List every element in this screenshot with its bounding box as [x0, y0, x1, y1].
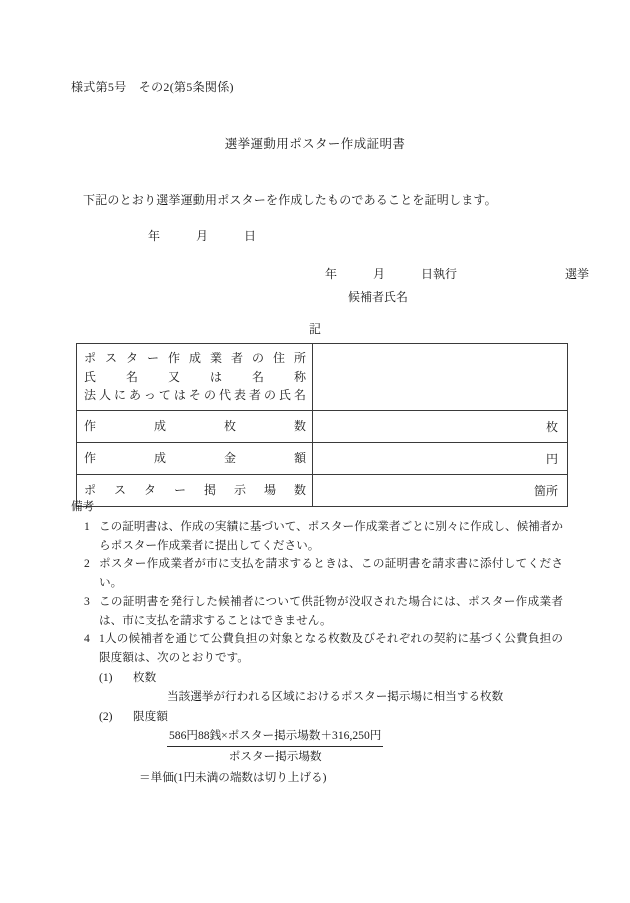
sub-item-limit [71, 708, 563, 727]
sub-item-label: 枚数 [133, 671, 157, 685]
label-line-amount: 作成金額 [84, 450, 306, 465]
note-number: 4 [84, 632, 90, 646]
limit-formula [99, 727, 563, 787]
row-label-quantity [77, 410, 313, 442]
note-item [71, 518, 563, 556]
row-unit-amount[interactable]: 円 [313, 442, 568, 474]
row-unit-boards[interactable]: 箇所 [313, 474, 568, 506]
sub-item-label: 限度額 [133, 709, 168, 723]
form-number: 様式第5号 その2(第5条関係) [71, 80, 234, 94]
sub-item-number: (1) [99, 671, 113, 685]
table-row [77, 344, 568, 411]
formula-result: ＝単価(1円未満の端数は切り上げる) [139, 770, 327, 784]
label-line-quantity: 作成枚数 [84, 418, 306, 433]
fraction-numerator: 586円88銭×ポスター掲示場数＋316,250円 [167, 727, 383, 746]
row-label-contractor [77, 344, 313, 411]
lead-paragraph: 下記のとおり選挙運動用ポスターを作成したものであることを証明します。 [83, 193, 497, 207]
date-line-left: 年 月 日 [148, 229, 257, 243]
sub-item-quantity [71, 669, 563, 688]
note-number: 2 [84, 557, 90, 571]
label-line-representative: 法人にあってはその代表者の氏名 [84, 388, 306, 403]
note-text: この証明書は、作成の実績に基づいて、ポスター作成業者ごとに別々に作成し、候補者からポスター作成業者に提出してください。 [99, 519, 563, 552]
notes-heading: 備考 [71, 500, 95, 513]
note-text: この証明書を発行した候補者について供託物が没収された場合には、ポスター作成業者は、市に支払を請求することはできません。 [99, 594, 563, 627]
fraction [167, 727, 383, 765]
note-item [71, 593, 563, 631]
sub-item-quantity-body-wrap [71, 688, 563, 707]
table-row [77, 442, 568, 474]
page-title: 選挙運動用ポスター作成証明書 [224, 137, 406, 151]
label-line-name: 氏名又は名称 [84, 369, 306, 384]
note-number: 1 [84, 519, 90, 533]
sub-item-body: 当該選挙が行われる区域におけるポスター掲示場に相当する枚数 [167, 689, 504, 703]
election-date-line: 年 月 日執行 選挙 [325, 267, 590, 281]
certificate-table [76, 343, 568, 507]
note-text: ポスター作成業者が市に支払を請求するときは、この証明書を請求書に添付してください。 [99, 557, 563, 590]
sub-item-number: (2) [99, 709, 113, 723]
note-number: 3 [84, 594, 90, 608]
note-item [71, 555, 563, 593]
label-line-address: ポスター作成業者の住所 [84, 351, 306, 365]
row-value-contractor[interactable] [313, 344, 568, 411]
fraction-denominator: ポスター掲示場数 [228, 749, 322, 763]
notes-section [71, 498, 563, 787]
note-item [71, 630, 563, 668]
table-row [77, 410, 568, 442]
kiji-marker: 記 [308, 322, 321, 336]
row-label-amount [77, 442, 313, 474]
label-line-boards: ポスター掲示場数 [84, 482, 306, 497]
note-text: 1人の候補者を通じて公費負担の対象となる枚数及びそれぞれの契約に基づく公費負担の限度額は、次のとおりです。 [99, 632, 563, 665]
candidate-name-line: 候補者氏名 [348, 290, 409, 304]
row-unit-quantity[interactable]: 枚 [313, 410, 568, 442]
